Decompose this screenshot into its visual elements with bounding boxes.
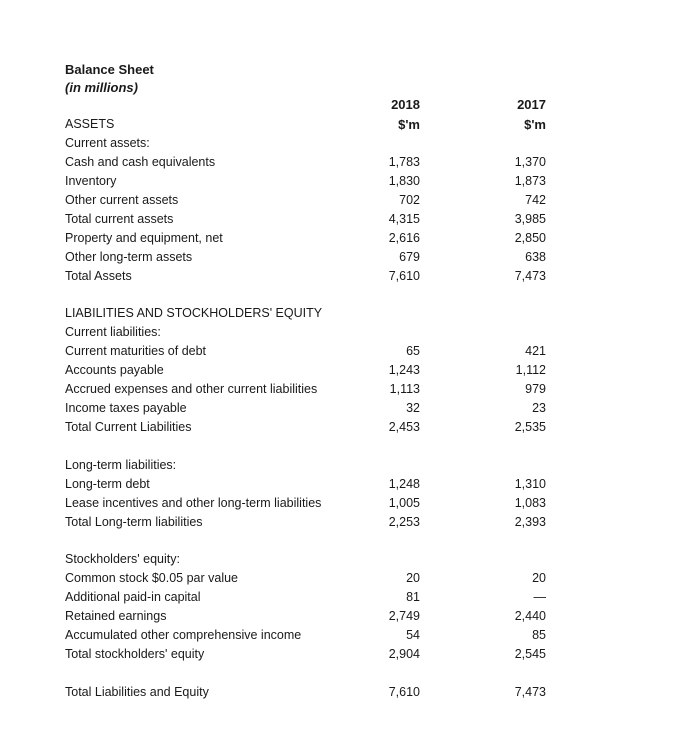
value-2018: 7,610 [388, 685, 420, 699]
row-label: Total Assets [65, 269, 132, 283]
row-label: Accounts payable [65, 363, 164, 377]
row-label: Current liabilities: [65, 325, 161, 339]
table-row [65, 342, 565, 361]
table-row [65, 645, 565, 664]
column-header-2017-year: 2017 [517, 97, 546, 112]
value-2017: 2,393 [514, 515, 546, 529]
column-header-2018-year: 2018 [391, 97, 420, 112]
table-row [65, 513, 565, 532]
row-label: Long-term liabilities: [65, 458, 177, 472]
value-2018: 20 [406, 571, 420, 585]
value-2018: 65 [406, 344, 420, 358]
value-2017: 23 [532, 401, 546, 415]
row-label: Total Current Liabilities [65, 420, 192, 434]
table-row [65, 210, 565, 229]
table-row [65, 191, 565, 210]
row-label: Common stock $0.05 par value [65, 571, 239, 585]
table-row [65, 115, 565, 134]
row-label: Total Long-term liabilities [65, 515, 203, 529]
row-label: Cash and cash equivalents [65, 155, 216, 169]
table-row [65, 550, 565, 569]
row-label: Property and equipment, net [65, 231, 223, 245]
value-2017: 2,545 [514, 647, 546, 661]
value-2018: 2,453 [388, 420, 420, 434]
value-2018: 2,253 [388, 515, 420, 529]
value-2018: 1,248 [388, 477, 420, 491]
value-2018: 2,616 [388, 231, 420, 245]
value-2018: 1,243 [388, 363, 420, 377]
document-subtitle: (in millions) [65, 80, 138, 95]
table-row [65, 475, 565, 494]
table-row [65, 380, 565, 399]
row-label: Current assets: [65, 136, 150, 150]
row-label: Lease incentives and other long-term liabilities [65, 496, 322, 510]
value-2017: 742 [525, 193, 546, 207]
row-label: LIABILITIES AND STOCKHOLDERS' EQUITY [65, 306, 323, 320]
value-2017: 638 [525, 250, 546, 264]
table-row [65, 229, 565, 248]
value-2018: 4,315 [388, 212, 420, 226]
value-2017: 1,083 [514, 496, 546, 510]
value-2017: 1,873 [514, 174, 546, 188]
value-2017: 85 [532, 628, 546, 642]
row-label: Accumulated other comprehensive income [65, 628, 302, 642]
column-header-2017-unit: $'m [524, 117, 546, 132]
value-2017: 20 [532, 571, 546, 585]
value-2018: 1,783 [388, 155, 420, 169]
value-2018: 2,749 [388, 609, 420, 623]
table-row [65, 153, 565, 172]
value-2017: 2,440 [514, 609, 546, 623]
table-row [65, 588, 565, 607]
table-row [65, 267, 565, 286]
table-row [65, 304, 565, 323]
value-2018: 1,113 [389, 382, 420, 396]
table-row [65, 361, 565, 380]
row-label: Long-term debt [65, 477, 150, 491]
table-row [65, 172, 565, 191]
value-2018: 2,904 [388, 647, 420, 661]
value-2017: 1,370 [514, 155, 546, 169]
row-label: Other long-term assets [65, 250, 193, 264]
row-label: Accrued expenses and other current liabilities [65, 382, 318, 396]
row-label: Total stockholders' equity [65, 647, 205, 661]
value-2017: 2,850 [514, 231, 546, 245]
value-2018: 1,005 [388, 496, 420, 510]
value-2017: — [533, 590, 546, 604]
row-label: Stockholders' equity: [65, 552, 180, 566]
value-2018: 81 [406, 590, 420, 604]
value-2018: 32 [406, 401, 420, 415]
document-title: Balance Sheet [65, 62, 154, 77]
row-label: ASSETS [65, 117, 115, 131]
table-row [65, 607, 565, 626]
table-row [65, 569, 565, 588]
value-2017: 1,112 [515, 363, 546, 377]
table-row [65, 418, 565, 437]
row-label: Retained earnings [65, 609, 167, 623]
value-2018: 1,830 [388, 174, 420, 188]
value-2017: 979 [525, 382, 546, 396]
row-label: Inventory [65, 174, 117, 188]
table-row [65, 248, 565, 267]
value-2017: 2,535 [514, 420, 546, 434]
table-row [65, 323, 565, 342]
value-2018: 54 [406, 628, 420, 642]
table-row [65, 399, 565, 418]
table-row [65, 134, 565, 153]
value-2017: 421 [525, 344, 546, 358]
column-header-2018-unit: $'m [398, 117, 420, 132]
value-2017: 1,310 [514, 477, 546, 491]
table-row [65, 683, 565, 702]
value-2017: 7,473 [514, 685, 546, 699]
table-row [65, 626, 565, 645]
row-label: Total Liabilities and Equity [65, 685, 209, 699]
value-2017: 3,985 [514, 212, 546, 226]
table-row [65, 456, 565, 475]
row-label: Other current assets [65, 193, 179, 207]
row-label: Current maturities of debt [65, 344, 207, 358]
value-2018: 7,610 [388, 269, 420, 283]
row-label: Income taxes payable [65, 401, 187, 415]
value-2017: 7,473 [514, 269, 546, 283]
table-row [65, 494, 565, 513]
row-label: Total current assets [65, 212, 174, 226]
value-2018: 679 [399, 250, 420, 264]
value-2018: 702 [399, 193, 420, 207]
row-label: Additional paid-in capital [65, 590, 201, 604]
